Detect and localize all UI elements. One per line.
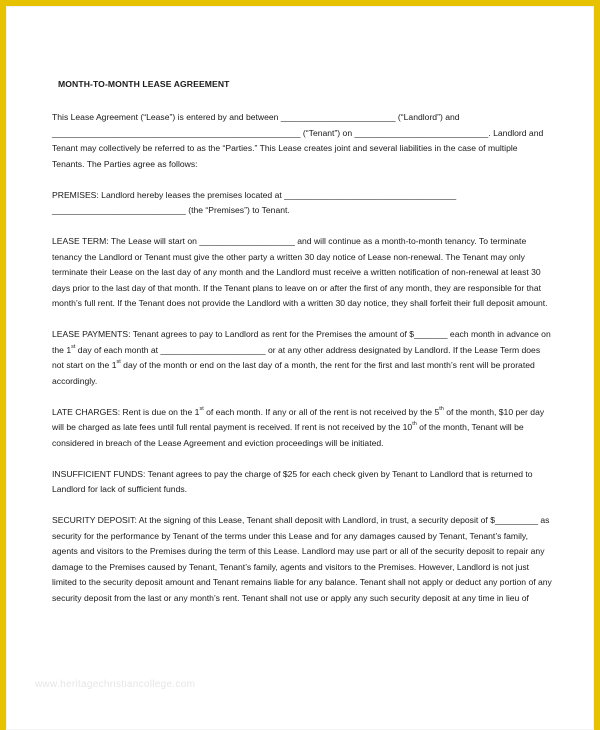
intro-paragraph: This Lease Agreement (“Lease”) is entered by and between ________________________ (“Landlord”) and ____________________________________________________ (“Tenant”) on ____________________________. Landlord and Tenant may collectively be referred to as the “Parties.” This Lease creates joint and several liabilities in the case of multiple Tenants. The Parties agree as follows: — [52, 112, 544, 169]
superscript-st: st — [199, 405, 204, 412]
lease-payments-text-a: LEASE PAYMENTS: Tenant agrees to pay to Landlord as rent for the Premises the amount of $_______ each month in advance on the 1 — [52, 329, 551, 355]
late-charges-paragraph — [52, 405, 552, 452]
document-page — [6, 6, 594, 730]
late-charges-text-d: of the month, Tenant will be considered in breach of the Lease Agreement and eviction proceedings will be initiated. — [52, 422, 524, 448]
lease-payments-text-c: day of the month or end on the last day of a month, the rent for the first and last month’s rent will be prorated accordingly. — [52, 360, 535, 386]
document-title: MONTH-TO-MONTH LEASE AGREEMENT — [58, 79, 230, 89]
lease-payments-text-b: day of each month at ______________________ or at any other address designated by Landlord. If the Lease Term does not start on the 1 — [52, 344, 541, 370]
late-charges-text-a: LATE CHARGES: Rent is due on the 1 — [52, 406, 200, 417]
document-body — [52, 110, 552, 622]
lease-term-paragraph: LEASE TERM: The Lease will start on ____________________ and will continue as a month-to-month tenancy. To terminate tenancy the Landlord or Tenant must give the other party a written 30 day notice of Lease non-renewal. The Tenant may only terminate their Lease on the last day of any month and the Landlord must receive a written notification of non-renewal at least 30 days prior to the last day of that month. If the Tenant plans to leave on or after the first of any month, they are responsible for that month’s full rent. If the Tenant does not provide the Landlord with a written 30 day notice, they shall forfeit their full deposit amount. — [52, 236, 548, 308]
insufficient-funds-paragraph: INSUFFICIENT FUNDS: Tenant agrees to pay the charge of $25 for each check given by Tenant to Landlord that is returned to Landlord for lack of sufficient funds. — [52, 468, 533, 494]
security-deposit-paragraph: SECURITY DEPOSIT: At the signing of this Lease, Tenant shall deposit with Landlord, in trust, a security deposit of $_________ as security for the performance by Tenant of the terms under this Lease and for any damages caused by Tenant, Tenant’s family, agents and visitors to the Premises during the term of this Lease. Landlord may use part or all of the security deposit to repair any damage to the Premises caused by Tenant, Tenant’s family, agents and visitors to the Premises. However, Landlord is not just limited to the security deposit amount and Tenant remains liable for any balance. Tenant shall not apply or deduct any portion of any security deposit from the last or any month’s rent. Tenant shall not use or apply any such security deposit at any time in lieu of — [52, 515, 552, 603]
superscript-st: st — [71, 343, 76, 350]
superscript-th: th — [439, 405, 444, 412]
late-charges-text-b: of each month. If any or all of the rent is not received by the 5 — [203, 406, 440, 417]
lease-payments-paragraph — [52, 327, 552, 389]
superscript-st: st — [116, 359, 121, 366]
superscript-th: th — [412, 421, 417, 428]
late-charges-text-c: of the month, $10 per day will be charged as late fees until full rental payment is received. If rent is not received by the 10 — [52, 406, 545, 432]
premises-paragraph: PREMISES: Landlord hereby leases the premises located at ____________________________________ ____________________________ (the “Premises”) to Tenant. — [52, 189, 457, 215]
watermark-text: www.heritagechristiancollege.com — [35, 679, 196, 690]
